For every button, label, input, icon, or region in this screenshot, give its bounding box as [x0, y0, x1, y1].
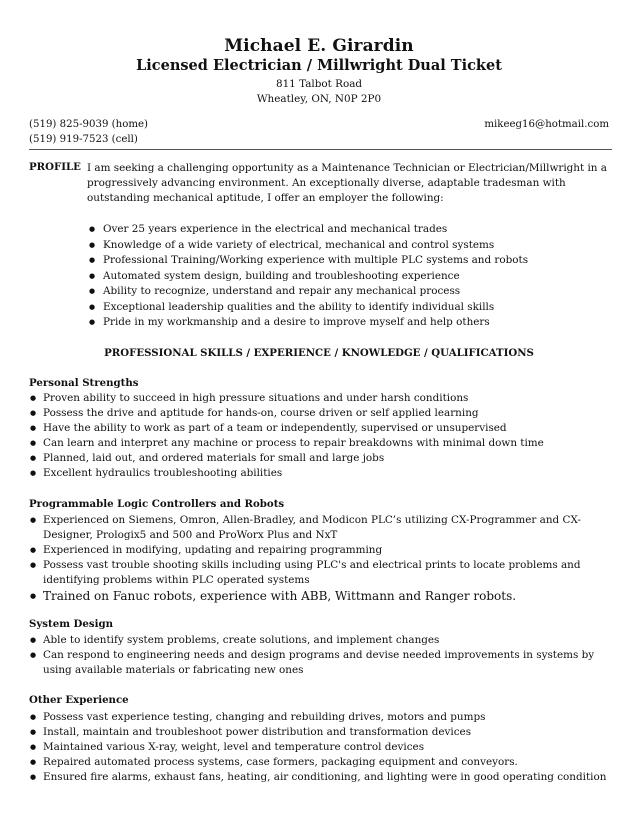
list-item: ● Maintained various X-ray, weight, level and temperature control devices [29, 740, 611, 755]
contact-row-1 [29, 119, 609, 130]
list-item: ● Repaired automated process systems, case formers, packaging equipment and conveyors. [29, 755, 611, 770]
list-item: ● Ensured fire alarms, exhaust fans, heating, air conditioning, and lighting were in good operating condition [29, 770, 611, 785]
list-item: ● Ability to recognize, understand and repair any mechanical process [89, 284, 609, 300]
section-title-plc: Programmable Logic Controllers and Robots [29, 498, 285, 510]
list-item: ● Proven ability to succeed in high pressure situations and under harsh conditions [29, 391, 611, 406]
phone-cell: (519) 919-7523 (cell) [29, 134, 138, 145]
profile-label: PROFILE [29, 161, 81, 173]
list-item: ● Experienced on Siemens, Omron, Allen-Bradley, and Modicon PLC’s utilizing CX-Programmer and CX-Designer, Prologix5 and 500 and ProWorx Plus and NxT [29, 513, 611, 543]
profile-summary: I am seeking a challenging opportunity as a Maintenance Technician or Electrician/Millwright in a progressively advancing environment. An exceptionally diverse, adaptable tradesman with outstanding mechanical aptitude, I offer an employer the following: [87, 162, 607, 204]
system-design-list [29, 633, 611, 678]
profile-bullet-list [89, 222, 609, 331]
address-line-2: Wheatley, ON, N0P 2P0 [256, 93, 382, 105]
list-item: ● Have the ability to work as part of a team or independently, supervised or unsupervised [29, 421, 611, 436]
list-item: ● Automated system design, building and troubleshooting experience [89, 269, 609, 285]
list-item: ● Knowledge of a wide variety of electrical, mechanical and control systems [89, 238, 609, 254]
list-item: ● Pride in my workmanship and a desire to improve myself and help others [89, 315, 609, 331]
email-link[interactable]: mikeeg16@hotmail.com [484, 119, 609, 130]
list-item: ● Over 25 years experience in the electrical and mechanical trades [89, 222, 609, 238]
list-item: ● Excellent hydraulics troubleshooting abilities [29, 466, 611, 481]
personal-strengths-list [29, 391, 611, 481]
candidate-name: Michael E. Girardin [224, 36, 414, 56]
skills-heading: PROFESSIONAL SKILLS / EXPERIENCE / KNOWLEDGE / QUALIFICATIONS [104, 347, 534, 359]
list-item: ● Possess the drive and aptitude for hands-on, course driven or self applied learning [29, 406, 611, 421]
header-divider [29, 149, 612, 150]
section-title-design: System Design [29, 618, 113, 630]
list-item: ● Trained on Fanuc robots, experience with ABB, Wittmann and Ranger robots. [29, 588, 611, 604]
list-item: ● Possess vast trouble shooting skills including using PLC's and electrical prints to locate problems and identifying problems within PLC operated systems [29, 558, 611, 588]
list-item: ● Exceptional leadership qualities and the ability to identify individual skills [89, 300, 609, 316]
list-item: ● Install, maintain and troubleshoot power distribution and transformation devices [29, 725, 611, 740]
candidate-title: Licensed Electrician / Millwright Dual Ticket [136, 57, 502, 74]
list-item: ● Can respond to engineering needs and design programs and devise needed improvements in systems by using available materials or fabricating new ones [29, 648, 611, 678]
list-item: ● Possess vast experience testing, changing and rebuilding drives, motors and pumps [29, 710, 611, 725]
address-line-1: 811 Talbot Road [275, 78, 363, 90]
section-title-other: Other Experience [29, 694, 129, 706]
plc-robots-list [29, 513, 611, 604]
phone-home: (519) 825-9039 (home) [29, 119, 149, 130]
list-item: ● Experienced in modifying, updating and repairing programming [29, 543, 611, 558]
section-title-personal: Personal Strengths [29, 377, 139, 389]
list-item: ● Professional Training/Working experience with multiple PLC systems and robots [89, 253, 609, 269]
list-item: ● Planned, laid out, and ordered materials for small and large jobs [29, 451, 611, 466]
other-experience-list [29, 710, 611, 785]
list-item: ● Able to identify system problems, create solutions, and implement changes [29, 633, 611, 648]
contact-row-2 [29, 134, 609, 145]
list-item: ● Can learn and interpret any machine or process to repair breakdowns with minimal down time [29, 436, 611, 451]
